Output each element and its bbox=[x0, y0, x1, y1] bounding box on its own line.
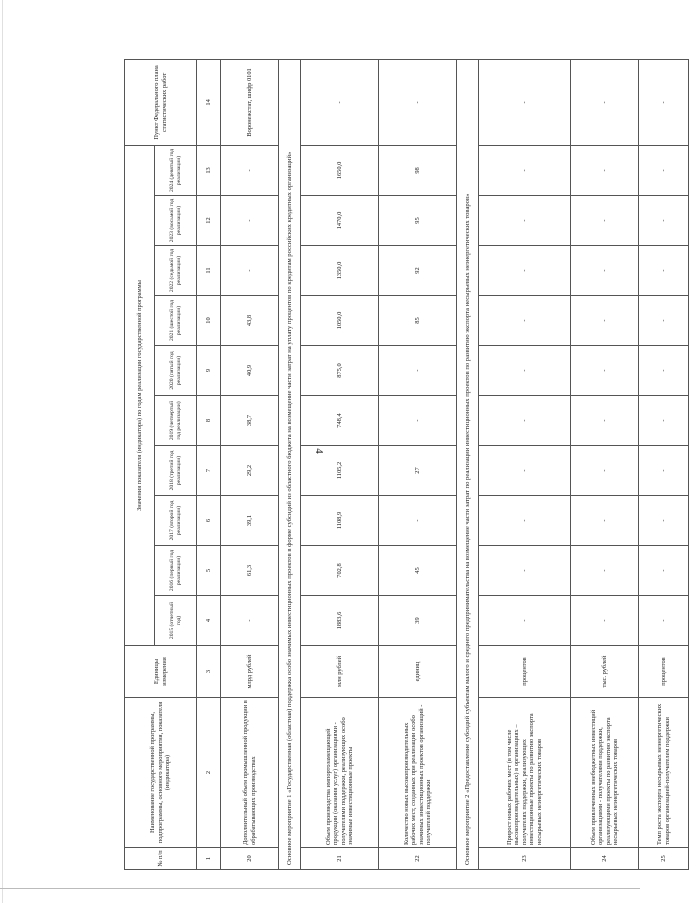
header-year-6: 2020 (пятый год реализации) bbox=[155, 346, 197, 396]
column-number-5: 5 bbox=[197, 546, 221, 596]
indicator-unit: млн рублей bbox=[301, 646, 379, 698]
indicator-value-6: - bbox=[479, 346, 571, 396]
indicator-value-1: - bbox=[571, 596, 639, 646]
header-num: № п/п bbox=[125, 848, 197, 870]
table-row bbox=[639, 59, 689, 869]
indicator-value-10: 98 bbox=[379, 145, 457, 195]
indicator-value-9: 95 bbox=[379, 196, 457, 246]
indicator-value-2: - bbox=[571, 546, 639, 596]
header-year-3: 2017 (второй год реализации) bbox=[155, 496, 197, 546]
indicator-value-3: - bbox=[479, 496, 571, 546]
indicator-value-9: - bbox=[639, 196, 689, 246]
indicator-value-3: - bbox=[639, 496, 689, 546]
indicator-source: - bbox=[571, 59, 639, 145]
column-number-6: 6 bbox=[197, 496, 221, 546]
indicator-unit: тыс. рублей bbox=[571, 646, 639, 698]
section-row-1 bbox=[279, 59, 301, 869]
indicator-name: Объем привлеченных внебюджетных инвестиций организациями - получателями поддержки, реализующими проекты по развитию экспорта несырьевых неэнергетических товаров bbox=[571, 698, 639, 848]
indicator-value-6: - bbox=[571, 346, 639, 396]
indicator-name: Количество новых высокопроизводительных рабочих мест, созданных при реализации особо значимых инвестиционных проектов организаций - получателей поддержки bbox=[379, 698, 457, 848]
header-year-10: 2024 (девятый год реализации) bbox=[155, 145, 197, 195]
column-number-13: 13 bbox=[197, 145, 221, 195]
row-number: 25 bbox=[639, 848, 689, 870]
indicator-value-3: - bbox=[379, 496, 457, 546]
indicators-table bbox=[124, 59, 689, 870]
header-year-5: 2019 (четвертый год реализации) bbox=[155, 396, 197, 446]
column-number-4: 4 bbox=[197, 596, 221, 646]
column-number-1: 1 bbox=[197, 848, 221, 870]
header-year-8: 2022 (седьмой год реализации) bbox=[155, 246, 197, 296]
indicator-value-2: - bbox=[639, 546, 689, 596]
section-row-1-text: Основное мероприятие 1 «Государственная (областная) поддержка особо значимых инвестиционных проектов в форме субсидий из областного бюджета на возмещение части затрат на уплату процентов по кредитам российских кредитных организаций» bbox=[279, 59, 301, 869]
indicator-source: - bbox=[479, 59, 571, 145]
indicator-value-8: 1350,0 bbox=[301, 246, 379, 296]
indicator-value-10: - bbox=[639, 145, 689, 195]
indicator-value-8: - bbox=[639, 246, 689, 296]
table-row bbox=[571, 59, 639, 869]
header-values-group: Значения показателя (индикатора) по годам реализации государственной программы bbox=[125, 145, 155, 645]
indicator-source: - bbox=[639, 59, 689, 145]
indicator-value-1: - bbox=[479, 596, 571, 646]
indicator-value-5: - bbox=[639, 396, 689, 446]
indicator-value-8: - bbox=[479, 246, 571, 296]
indicator-value-6: - bbox=[639, 346, 689, 396]
indicator-value-5: 748,4 bbox=[301, 396, 379, 446]
indicator-source: Воронежстат, шифр 0101 bbox=[221, 59, 279, 145]
indicator-value-4: - bbox=[639, 446, 689, 496]
section-row-2-text: Основное мероприятие 2 «Предоставление субсидий субъектам малого и среднего предпринимательства на возмещение части затрат по реализации инвестиционных проектов по развитию экспорта несырьевых неэнергетических товаров» bbox=[457, 59, 479, 869]
indicator-value-5: 38,7 bbox=[221, 396, 279, 446]
indicator-value-9: - bbox=[479, 196, 571, 246]
indicator-value-4: 29,2 bbox=[221, 446, 279, 496]
indicator-value-10: - bbox=[479, 145, 571, 195]
indicator-value-4: - bbox=[479, 446, 571, 496]
table-row bbox=[221, 59, 279, 869]
header-year-9: 2023 (восьмой год реализации) bbox=[155, 196, 197, 246]
indicator-value-4: - bbox=[571, 446, 639, 496]
column-number-9: 9 bbox=[197, 346, 221, 396]
header-source: Пункт Федерального плана статистических работ bbox=[125, 59, 197, 145]
column-number-7: 7 bbox=[197, 446, 221, 496]
row-number: 24 bbox=[571, 848, 639, 870]
indicator-value-9: - bbox=[221, 196, 279, 246]
page-number: 4 bbox=[312, 448, 325, 454]
indicator-value-2: 61,3 bbox=[221, 546, 279, 596]
indicator-value-1: - bbox=[639, 596, 689, 646]
indicator-name: Дополнительный объем промышленной продукции в обрабатывающих производствах bbox=[221, 698, 279, 848]
header-year-2: 2016 (первый год реализации) bbox=[155, 546, 197, 596]
column-number-14: 14 bbox=[197, 59, 221, 145]
indicator-value-8: 92 bbox=[379, 246, 457, 296]
indicator-value-3: 1108,9 bbox=[301, 496, 379, 546]
indicator-source: - bbox=[301, 59, 379, 145]
indicator-value-4: 1105,2 bbox=[301, 446, 379, 496]
indicator-value-3: - bbox=[571, 496, 639, 546]
row-number: 20 bbox=[221, 848, 279, 870]
header-unit: Единицы измерения bbox=[125, 646, 197, 698]
indicator-value-1: - bbox=[221, 596, 279, 646]
indicator-value-2: - bbox=[479, 546, 571, 596]
page-bottom-line bbox=[0, 888, 640, 889]
indicator-value-10: - bbox=[221, 145, 279, 195]
indicator-value-6: 40,9 bbox=[221, 346, 279, 396]
header-year-1: 2015 (отчетный год) bbox=[155, 596, 197, 646]
row-number: 23 bbox=[479, 848, 571, 870]
indicator-name: Темп роста экспорта несырьевых неэнергетических товаров организацией-получателем поддержки bbox=[639, 698, 689, 848]
rotated-table-container bbox=[124, 60, 671, 870]
column-number-12: 12 bbox=[197, 196, 221, 246]
header-year-4: 2018 (третий год реализации) bbox=[155, 446, 197, 496]
indicator-value-9: - bbox=[571, 196, 639, 246]
page-edge-line bbox=[2, 0, 3, 903]
header-year-7: 2021 (шестой год реализации) bbox=[155, 296, 197, 346]
indicator-name: Объем производства импортозамещающей продукции (оказания услуг) организациями - получателями поддержки, реализующих особо значимые инвестиционные проекты bbox=[301, 698, 379, 848]
indicator-value-6: 875,0 bbox=[301, 346, 379, 396]
indicator-value-5: - bbox=[379, 396, 457, 446]
indicator-value-7: - bbox=[571, 296, 639, 346]
indicator-value-5: - bbox=[479, 396, 571, 446]
indicator-value-4: 27 bbox=[379, 446, 457, 496]
indicator-value-5: - bbox=[571, 396, 639, 446]
indicator-value-7: - bbox=[639, 296, 689, 346]
table-row bbox=[301, 59, 379, 869]
row-number: 22 bbox=[379, 848, 457, 870]
column-number-8: 8 bbox=[197, 396, 221, 446]
indicator-value-10: 1650,0 bbox=[301, 145, 379, 195]
column-number-2: 2 bbox=[197, 698, 221, 848]
indicator-value-2: 45 bbox=[379, 546, 457, 596]
indicator-name: Прирост новых рабочих мест (в том числе высокопроизводительных) в организациях – получателях поддержки, реализующих инвестиционные проекты по развитию экспорта несырьевых неэнергетических товаров bbox=[479, 698, 571, 848]
indicator-value-7: 43,8 bbox=[221, 296, 279, 346]
column-number-10: 10 bbox=[197, 296, 221, 346]
indicator-source: - bbox=[379, 59, 457, 145]
indicator-value-2: 702,8 bbox=[301, 546, 379, 596]
column-number-11: 11 bbox=[197, 246, 221, 296]
header-name: Наименование государственной программы, подпрограммы, основного мероприятия, показателя (индикатора) bbox=[125, 698, 197, 848]
indicator-value-8: - bbox=[571, 246, 639, 296]
column-number-3: 3 bbox=[197, 646, 221, 698]
indicator-unit: млрд рублей bbox=[221, 646, 279, 698]
indicator-value-7: 1050,0 bbox=[301, 296, 379, 346]
indicator-unit: единиц bbox=[379, 646, 457, 698]
table-row bbox=[379, 59, 457, 869]
indicator-unit: процентов bbox=[479, 646, 571, 698]
row-number: 21 bbox=[301, 848, 379, 870]
indicator-value-3: 39,1 bbox=[221, 496, 279, 546]
indicator-value-1: 39 bbox=[379, 596, 457, 646]
indicator-value-8: - bbox=[221, 246, 279, 296]
section-row-2 bbox=[457, 59, 479, 869]
indicator-value-6: - bbox=[379, 346, 457, 396]
indicator-value-1: 1883,6 bbox=[301, 596, 379, 646]
indicator-unit: процентов bbox=[639, 646, 689, 698]
indicator-value-10: - bbox=[571, 145, 639, 195]
indicator-value-7: - bbox=[479, 296, 571, 346]
indicator-value-7: 85 bbox=[379, 296, 457, 346]
table-row bbox=[479, 59, 571, 869]
indicator-value-9: 1470,0 bbox=[301, 196, 379, 246]
